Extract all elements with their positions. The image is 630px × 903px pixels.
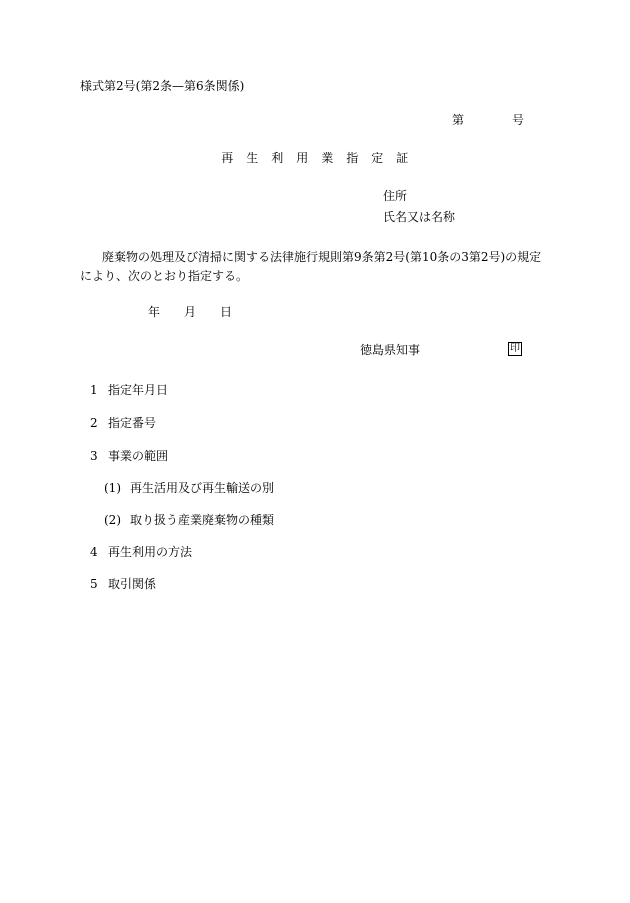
list-item xyxy=(90,417,156,429)
date-month-label: 月 xyxy=(184,305,197,319)
list-subitem-number: (2) xyxy=(104,513,121,527)
list-item-number: 5 xyxy=(90,577,98,591)
date-year-label: 年 xyxy=(148,305,161,319)
list-item xyxy=(90,450,168,462)
list-item-number: 4 xyxy=(90,545,98,559)
list-item-label: 指定年月日 xyxy=(108,383,169,397)
list-subitem xyxy=(104,482,274,494)
list-item-label: 再生利用の方法 xyxy=(108,545,193,559)
list-item-label: 指定番号 xyxy=(108,416,157,430)
document-number-dai: 第 xyxy=(452,113,465,127)
list-item xyxy=(90,384,168,396)
seal-mark: 印 xyxy=(510,343,520,354)
list-subitem-label: 再生活用及び再生輸送の別 xyxy=(130,481,275,495)
list-item-number: 3 xyxy=(90,449,98,463)
issuer-governor: 徳島県知事 xyxy=(360,343,421,357)
list-subitem-number: (1) xyxy=(104,481,121,495)
list-item-label: 取引関係 xyxy=(108,577,157,591)
list-item xyxy=(90,578,156,590)
list-subitem-label: 取り扱う産業廃棄物の種類 xyxy=(130,513,275,527)
list-item-number: 1 xyxy=(90,383,98,397)
body-paragraph: 廃棄物の処理及び清掃に関する法律施行規則第9条第2号(第10条の3第2号)の規定により、次のとおり指定する。 xyxy=(80,250,542,283)
form-number: 様式第2号(第2条—第6条関係) xyxy=(80,79,245,93)
list-item xyxy=(90,546,192,558)
document-number-go: 号 xyxy=(512,113,525,127)
list-item-number: 2 xyxy=(90,416,98,430)
name-label: 氏名又は名称 xyxy=(383,210,456,224)
document-title xyxy=(0,152,630,164)
document-title-text: 再 生 利 用 業 指 定 証 xyxy=(221,151,409,165)
list-subitem xyxy=(104,514,274,526)
date-day-label: 日 xyxy=(220,305,233,319)
address-label: 住所 xyxy=(383,189,408,203)
list-item-label: 事業の範囲 xyxy=(108,449,169,463)
